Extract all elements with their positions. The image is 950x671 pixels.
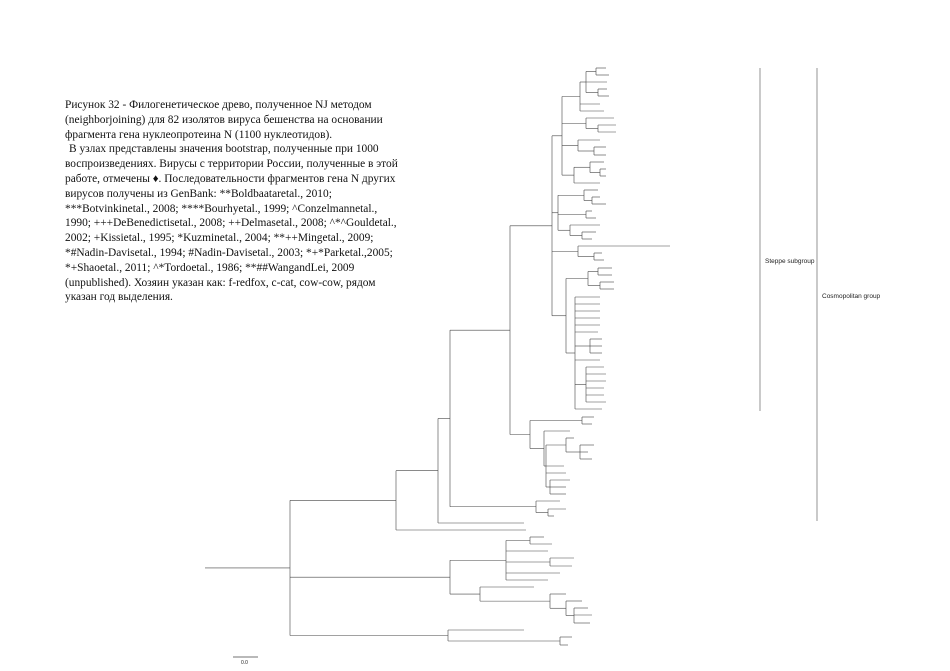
scale-bar-label: 0.0	[241, 660, 248, 666]
steppe-subgroup-bracket	[760, 68, 815, 411]
cosmopolitan-group-label: Cosmopolitan group	[822, 293, 881, 300]
steppe-subgroup-label: Steppe subgroup	[765, 258, 815, 265]
cosmopolitan-group-bracket	[817, 68, 881, 521]
scale-bar	[233, 657, 258, 666]
tree-branches	[205, 68, 670, 645]
caption-notes: В узлах представлены значения bootstrap, полученные при 1000 воспроизведениях. Вирусы с территории России, полученные в этой работе, отмечены ♦. Последовательности фрагментов гена N других вирусов получены из GenBank: **Boldbaataretal., 2010; ***Botvinkinetal., 2008; ****Bourhyetal., 1999; ^Conzelmannetal., 1990; +++DeBenedictisetal., 2008; ++Delmasetal., 2008; ^*^Gouldetal., 2002; +Kissietal., 1995; *Kuzminetal., 2004; **++Mingetal., 2009; *#Nadin-Davisetal., 1994; #Nadin-Davisetal., 2003; *+*Parketal.,2005; *+Shaoetal., 2011; ^*Tordoetal., 1986; **##WangandLei, 2009 (unpublished). Хозяин указан как: f-redfox, c-cat, cow-cow, рядом указан год выделения.	[65, 143, 398, 304]
caption-title: Рисунок 32 - Филогенетическое древо, полученное NJ методом (neighborjoining) для 82 изолятов вируса бешенства на основании фрагмента гена нуклеопротеина N (1100 нуклеотидов).	[65, 99, 383, 141]
